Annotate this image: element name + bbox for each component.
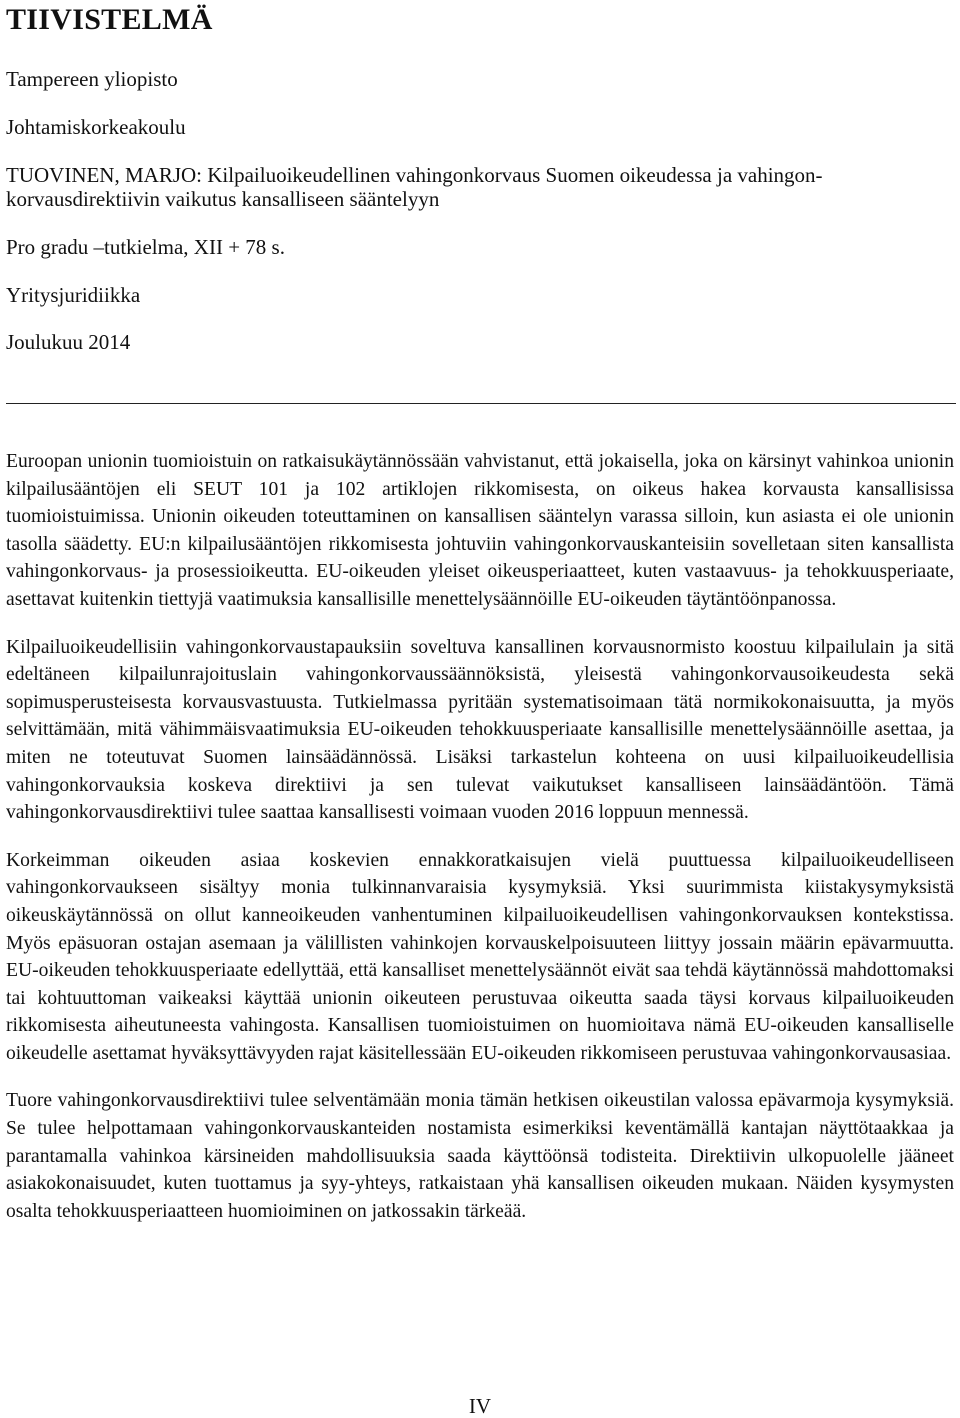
school-name: Johtamiskorkeakoulu [6, 115, 186, 139]
date-line: Joulukuu 2014 [6, 330, 131, 354]
page-number: IV [468, 1394, 492, 1418]
thesis-info: Pro gradu –tutkielma, XII + 78 s. [6, 235, 285, 259]
university-name: Tampereen yliopisto [6, 67, 178, 91]
subject-field: Yritysjuridiikka [6, 283, 141, 307]
horizontal-divider [6, 403, 956, 404]
abstract-paragraph-2: Kilpailuoikeudellisiin vahingonkorvaustapauksiin soveltuva kansallinen korvausnormisto koostuu kilpailulain ja sitä edeltäneen kilpailunrajoituslain vahingonkorvaussäännöksistä, yleisestä vahingonkorvausoikeudesta sekä sopimusperusteisesta korvausvastuusta. Tutkielmassa pyritään systematisoimaan tätä normikokonaisuutta, ja myös selvittämään, mitä vähimmäisvaatimuksia EU-oikeuden tehokkuusperiaate kansallisille menettelysäännöille asettaa, ja miten ne toteutuvat Suomen lainsäädännössä. Lisäksi tarkastelun kohteena on uusi kilpailuoikeudellisia vahingonkorvauksia koskeva direktiivi ja sen tulevat vaikutukset kansalliseen lainsäädäntöön. Tämä vahingonkorvausdirektiivi tulee saattaa kansallisesti voimaan vuoden 2016 loppuun mennessä. [6, 636, 954, 824]
abstract-paragraph-4: Tuore vahingonkorvausdirektiivi tulee selventämään monia tämän hetkisen oikeustilan valossa epävarmoja kysymyksiä. Se tulee helpottamaan vahingonkorvauskanteiden nostamista esimerkiksi keventämällä kantajan näyttötaakkaa ja parantamalla vahinkoa kärsineiden mahdollisuuksia saada käyttöönsä todisteita. Direktiivin ulkopuolelle jääneet asiakokonaisuudet, kuten tuottamus ja syy-yhteys, ratkaistaan yhä kansallisen oikeuden mukaan. Näiden kysymysten osalta tehokkuusperiaatteen huomioiminen on jatkossakin tärkeää. [6, 1090, 954, 1222]
author-and-title-line-2: korvausdirektiivin vaikutus kansalliseen sääntelyyn [6, 187, 440, 211]
abstract-paragraph-3: Korkeimman oikeuden asiaa koskevien ennakkoratkaisujen vielä puuttuessa kilpailuoikeudelliseen vahingonkorvaukseen sisältyy monia tulkinnanvaraisia kysymyksiä. Yksi suurimmista kiistakysymyksistä oikeuskäytännössä on ollut kanneoikeuden vanhentuminen kilpailuoikeudellisen vahingonkorvauksen kontekstissa. Myös epäsuoran ostajan asemaan ja välillisten vahinkojen korvauskelpoisuuteen liittyy jossain määrin epävarmuutta. EU-oikeuden tehokkuusperiaate edellyttää, että kansalliset menettelysäännöt eivät saa tehdä käytännössä mahdottomaksi tai kohtuuttoman vaikeaksi käyttää unionin oikeuteen perustuvaa oikeutta saada täysi korvaus kilpailuoikeuden rikkomisesta aiheutuneesta vahingosta. Kansallisen tuomioistuimen on huomioitava nämä EU-oikeuden kansalliselle oikeudelle asettamat hyväksyttävyyden rajat käsitellessään EU-oikeuden rikkomiseen perustuvaa vahingonkorvausasiaa. [6, 849, 954, 1064]
author-and-title-line-1: TUOVINEN, MARJO: Kilpailuoikeudellinen vahingonkorvaus Suomen oikeudessa ja vahingon- [6, 163, 823, 187]
abstract-body [6, 448, 954, 1245]
abstract-paragraph-1: Euroopan unionin tuomioistuin on ratkaisukäytännössään vahvistanut, että jokaisella, joka on kärsinyt vahinkoa unionin kilpailusääntöjen eli SEUT 101 ja 102 artiklojen rikkomisesta, on oikeus hakea korvausta kansallisissa tuomioistuimissa. Unionin oikeuden toteuttaminen on kansallisen sääntelyn varassa silloin, kun asiasta ei ole unionin tasolla säädetty. EU:n kilpailusääntöjen rikkomisesta johtuviin vahingonkorvauskanteisiin sovelletaan siten kansallista vahingonkorvaus- ja prosessioikeutta. EU-oikeuden yleiset oikeusperiaatteet, kuten vastaavuus- ja tehokkuusperiaate, asettavat kuitenkin tiettyjä vaatimuksia kansallisille menettelysäännöille EU-oikeuden täytäntöönpanossa. [6, 451, 954, 610]
page-title: TIIVISTELMÄ [6, 3, 213, 36]
